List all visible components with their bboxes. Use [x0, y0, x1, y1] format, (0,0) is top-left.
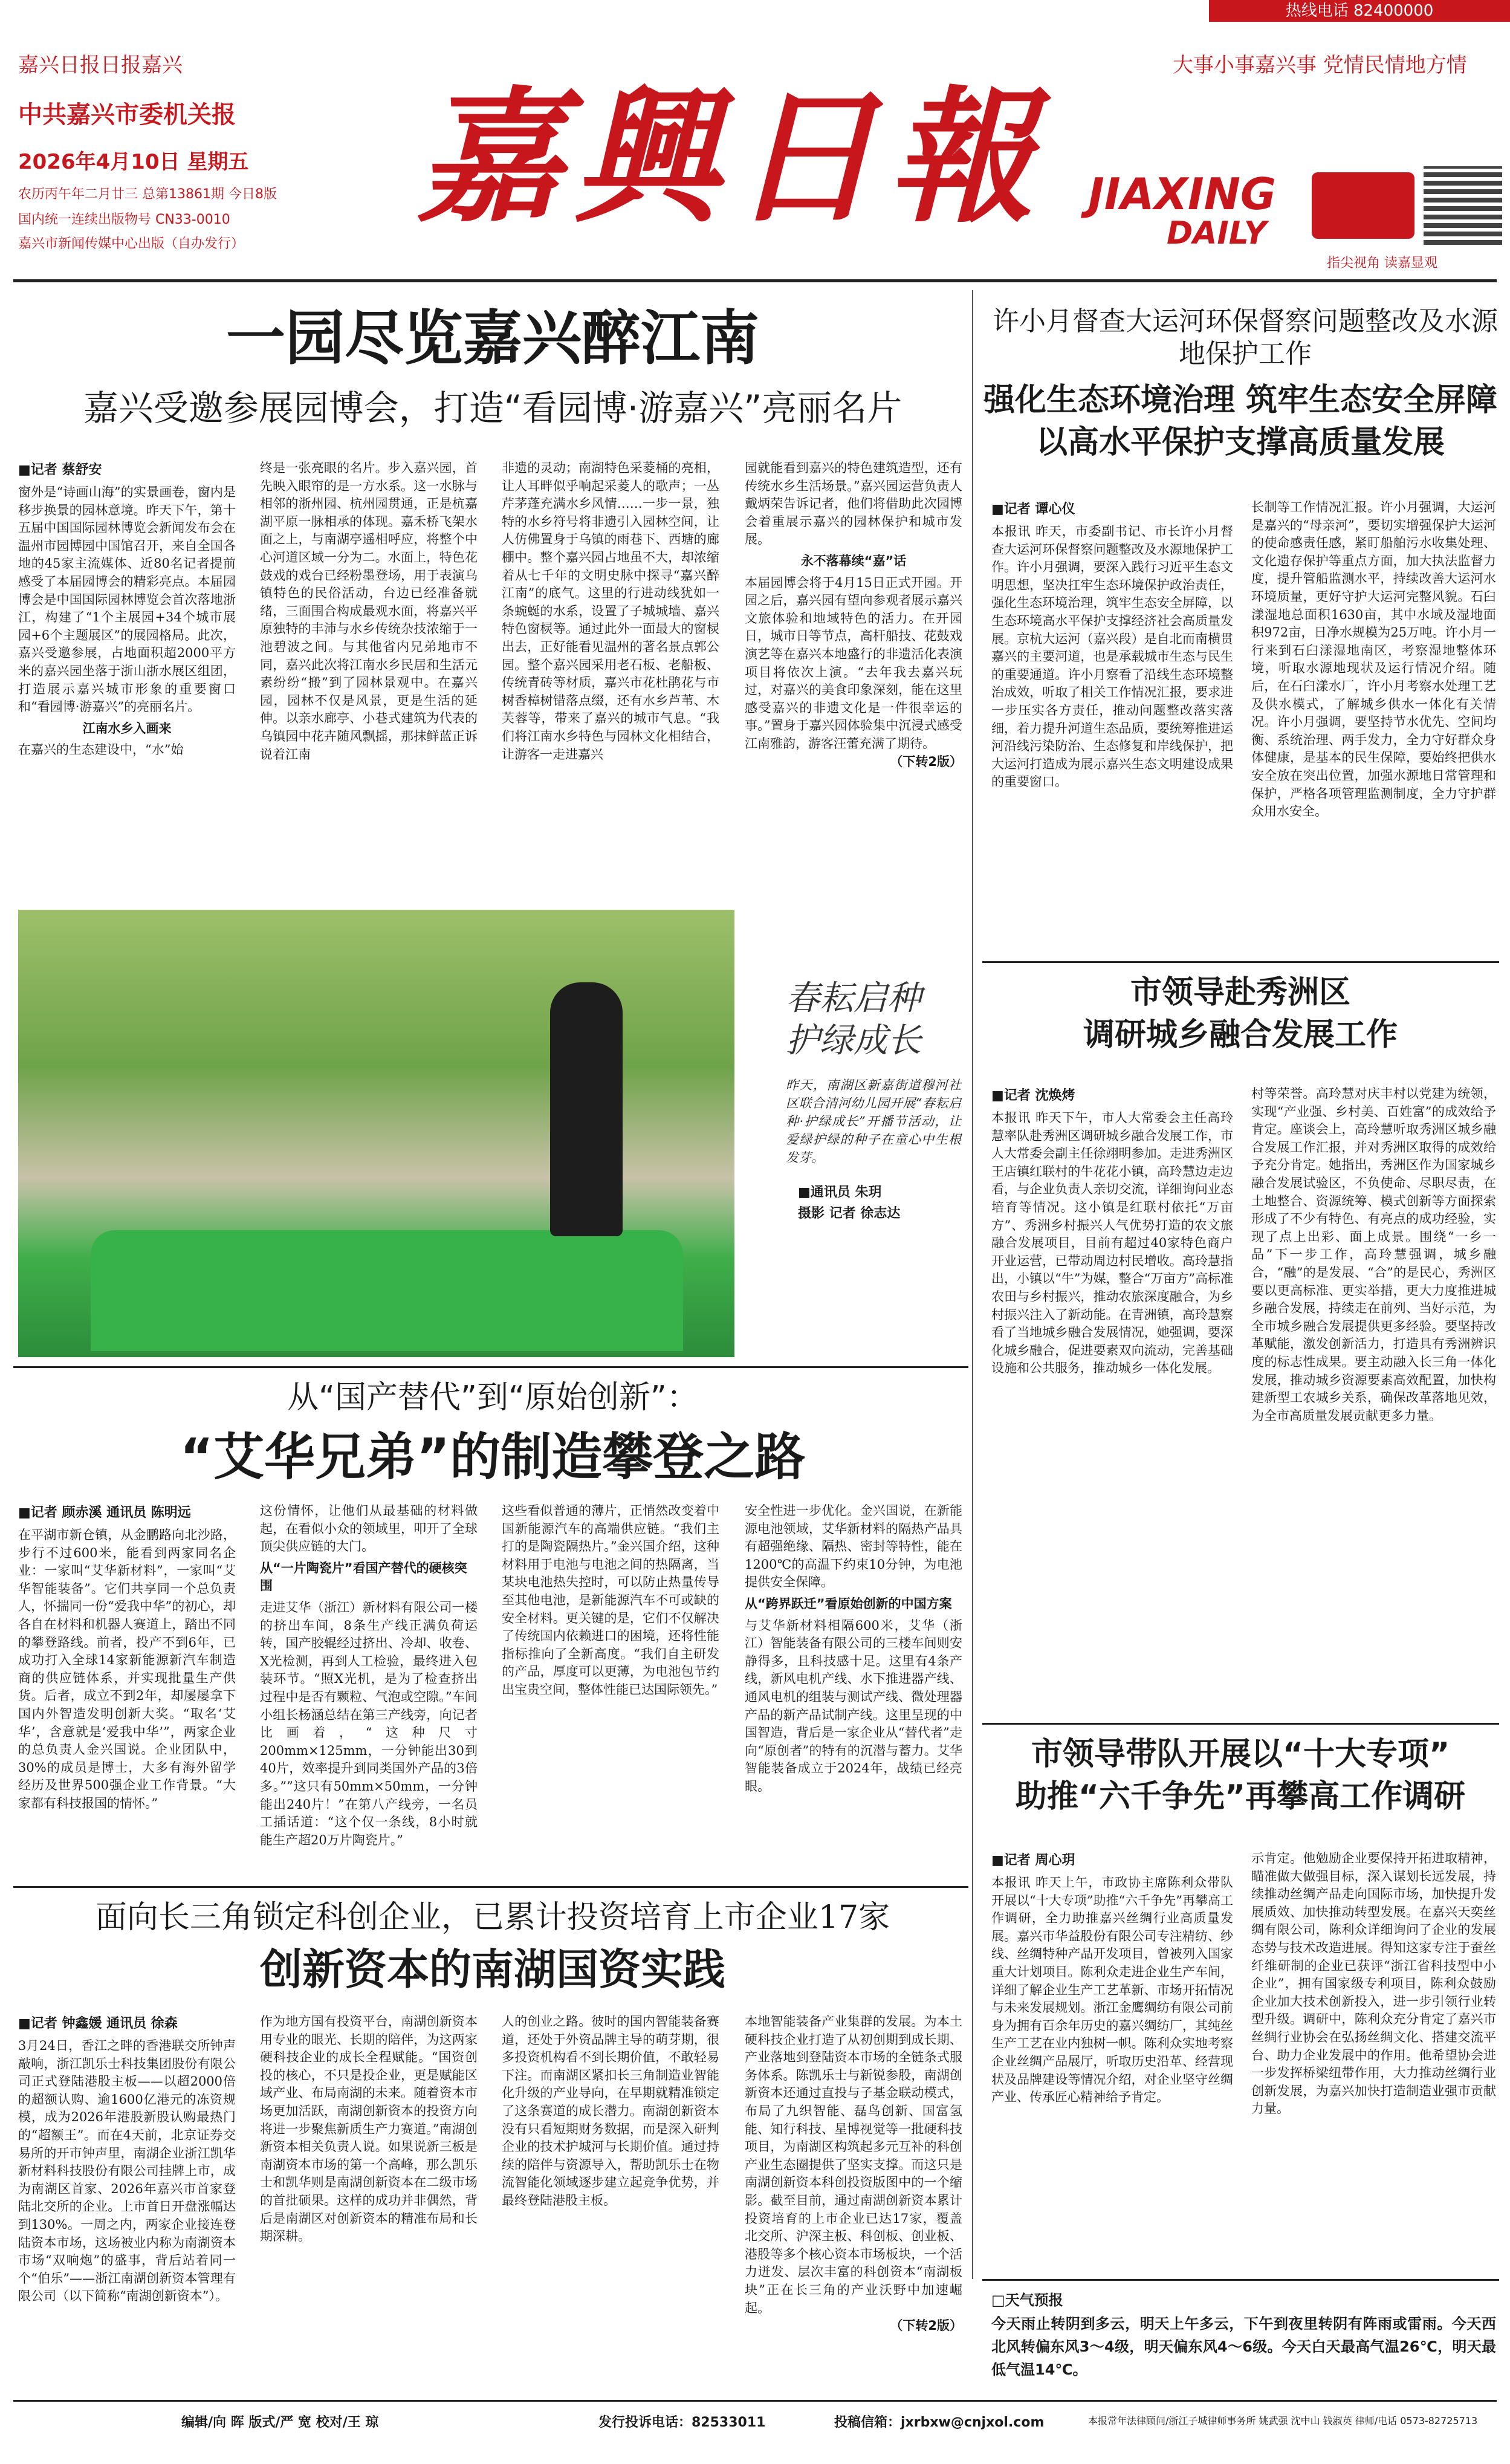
hotline-banner: 热线电话 82400000	[1209, 0, 1510, 22]
photo-title-1: 春耘启种	[786, 979, 921, 1018]
org-name: 中共嘉兴市委机关报	[18, 101, 236, 129]
article6-byline: ■记者 钟鑫媛 通讯员 徐森	[18, 2016, 178, 2031]
article5-col1: 本报讯 昨天上午，市政协主席陈利众带队开展以“十大专项”助推“六千争先”再攀高工作调研，全力助推嘉兴丝绸行业高质量发展。嘉兴市华益股份有限公司专注精纺、纱线、丝绸特种产品开发项目，曾被列入国家重大计划项目。陈利众走进企业生产车间，详细了解企业生产工艺革新、市场开拓情况与未来发展规划。浙江金鹰绸纺有限公司前身为拥有百余年历史的嘉兴绸纺厂，其纯丝生产工艺在业内独树一帜。陈利众实地考察企业丝绸产品展厅，听取历史沿革、经营现状及品牌建设等情况介绍，对企业坚守丝绸产业、传承匠心精神给予肯定。	[991, 1875, 1233, 2105]
masthead-divider	[13, 279, 1497, 282]
photo-table	[91, 1230, 683, 1351]
article1-continued: （下转2版）	[890, 754, 962, 769]
paper-name-en-1: JIAXING	[1088, 169, 1276, 219]
article4-col2: 这份情怀，让他们从最基础的材料做起，在看似小众的领域里，叩开了全球顶尖供应链的大门。 从“一片陶瓷片”看国产替代的硬核突围 走进艾华（浙江）新材料有限公司一楼的挤出车间，8条生产线正满负荷运转，国产胶辊经过挤出、冷却、收卷、X光检测，再到人工检验，最终进入包装环节。“照X光机，是为了检查挤出过程中是否有颗粒、气泡或空隙。”车间小组长杨涵总结在第三产线旁，向记者比画着，“这种尺寸200mm×125mm，一分钟能出30到40片，效率提升到同类国外产品的3倍多。””这只有50mm×50mm，一分钟能出240片！”在第八产线旁，一名员工插话道：“这个仅一条线，8小时就能生产超20万片陶瓷片。”	[260, 1503, 478, 1847]
article2-kicker: 许小月督查大运河环保督察问题整改及水源地保护工作	[993, 306, 1498, 369]
cn-number: 国内统一连续出版物号 CN33-0010	[18, 212, 230, 227]
article3-title-2: 调研城乡融合发展工作	[1083, 1017, 1398, 1053]
paper-name-logo: 嘉興日報	[417, 72, 1046, 242]
divider-article3	[982, 1723, 1499, 1725]
article5-title-2: 助推“六千争先”再攀高工作调研	[1015, 1778, 1466, 1815]
weather-title: □天气预报	[991, 2292, 1063, 2309]
article4-col1: 在平湖市新仓镇，从金鹏路向北沙路，步行不过600米，能看到两家同名企业：一家叫“艾华新材料”，一家叫“艾华智能装备”。它们共享同一个总负责人，怀揣同一份“爱我中华”的初心，却各自在材料和机器人赛道上，踏出不同的攀登路线。前者，投产不到6年，已成功打入全球14家新能源新汽车制造商的供应链体系，并实现批量生产供货。后者，成立不到2年，却屡屡拿下国内外智造发明创新大奖。“取名‘艾华’，含意就是‘爱我中华’”，两家企业的总负责人金兴国说。企业团队中，30%的成员是博士，大多有海外留学经历及世界500强企业工作背景。“大家都有科技报国的情怀。”	[18, 1528, 236, 1811]
slogan-left: 嘉兴日报日报嘉兴	[18, 53, 183, 77]
photo-title-2: 护绿成长	[786, 1021, 921, 1060]
article1-col1: 窗外是“诗画山海”的实景画卷，窗内是移步换景的园林意境。昨天下午，第十五届中国国际园林博览会新闻发布会在温州市园博园中国馆召开，来自全国各地的45家主流媒体、近80名记者提前感受了本届园博会的精彩亮点。本届园博会是中国国际园林博览会首次落地浙江，构建了“1个主展园+34个城市展园+6个主题展区”的展园格局。此次，嘉兴受邀参展，占地面积超2000平方米的嘉兴园坐落于浙山浙水展区组团，打造展示嘉兴城市形象的重要窗口和“看园博·游嘉兴”的亮丽名片。 江南水乡入画来 在嘉兴的生态建设中，“水”始	[18, 485, 236, 757]
footer-email: 投稿信箱：jxrbxw@cnjxol.com	[834, 2415, 1045, 2430]
article6-title: 创新资本的南湖国资实践	[260, 1945, 725, 1994]
article6-col2: 作为地方国有投资平台，南湖创新资本用专业的眼光、长期的陪伴，为这两家硬科技企业的成长全程赋能。“国资创投的核心，不只是投企业，更是赋能区域产业、布局南湖的未来。随着资本市场更加活跃，南湖创新资本的投资方向将进一步聚焦新质生产力赛道。”南湖创新资本相关负责人说。如果说新三板是南湖资本市场的第一个高峰，那么凯乐士和凯华则是南湖创新资本在二级市场的首批硕果。这样的成功并非偶然，背后是南湖区对创新资本的精准布局和长期深耕。	[260, 2014, 478, 2244]
article3-col1: 本报讯 昨天下午，市人大常委会主任高玲慧率队赴秀洲区调研城乡融合发展工作，市人大常委会副主任徐翊明参加。走进秀洲区王店镇红联村的牛花花小镇，高玲慧边走边看，与企业负责人亲切交流，详细询问业态培育等情况。这小镇是红联村依托“万亩方”、秀洲乡村振兴人气优势打造的农文旅融合发展项目，目前有超过40家特色商户开业运营，已带动周边村民增收。高玲慧指出，小镇以“牛”为媒，整合“万亩方”高标准农田与乡村振兴，推动农旅深度融合，为乡村振兴注入了新动能。在青洲镇，高玲慧察看了当地城乡融合发展情况，她强调，要深化城乡融合，促进要素双向流动，完善基础设施和公共服务，推动城乡一体化发展。	[991, 1110, 1233, 1376]
news-photo	[18, 910, 734, 1357]
article4-col3: 这些看似普通的薄片，正悄然改变着中国新能源汽车的高端供应链。“我们主打的是陶瓷隔热片。”金兴国介绍，这种材料用于电池与电池之间的热隔离，当某块电池热失控时，可以防止热量传导至其他电池，是新能源汽车不可或缺的安全材料。更关键的是，它们不仅解决了传统国内依赖进口的困境，还将性能指标推向了全新高度。“我们自主研发的产品，厚度可以更薄，为电池包节约出宝贵空间，整体性能已达国际领先。”	[502, 1503, 719, 1697]
article2-title-2: 以高水平保护支撑高质量发展	[1035, 424, 1445, 461]
photo-credit-1: ■通讯员 朱玥	[798, 1185, 882, 1200]
article1-subtitle: 嘉兴受邀参展园博会，打造“看园博·游嘉兴”亮丽名片	[83, 387, 902, 429]
weather-forecast: 今天雨止转阴到多云，明天上午多云，下午到夜里转阴有阵雨或雷雨。今天西北风转偏东风3～4级，明天偏东风4～6级。今天白天最高气温26℃，明天最低气温14℃。	[991, 2315, 1496, 2378]
footer-editors: 编辑/向 晖 版式/严 宽 校对/王 琼	[181, 2415, 379, 2430]
article4-subhead1: 从“一片陶瓷片”看国产替代的硬核突围	[260, 1560, 467, 1593]
footer-divider	[13, 2400, 1497, 2402]
article3-title: 市领导赴秀洲区	[1130, 974, 1350, 1011]
article1-subhead1: 江南水乡入画来	[82, 721, 172, 736]
article1-col2: 终是一张亮眼的名片。步入嘉兴园，首先映入眼帘的是一方水系。这一水脉与相邻的浙州园、杭州园贯通，正是杭嘉湖平原一脉相承的体现。嘉禾桥飞架水面之上，与南湖亭遥相呼应，将整个中心河道区域一分为二。水面上，特色花鼓戏的戏台已经粉墨登场，用于表演乌镇特色的民俗活动，台边已经准备就绪，三面围合构成最观水面，将嘉兴平原独特的丰沛与水乡传统杂技浓缩于一池碧波之间。与其他省内兄弟地市不同，嘉兴此次将江南水乡民居和生活元素纷纷“搬”到了园林景观中。在嘉兴园，园林不仅是风景，更是生活的延伸。以亲水廊亭、小巷式建筑为代表的乌镇园中花卉随风飘摇，那抹鲜蓝正诉说着江南	[260, 461, 478, 762]
article2-col2: 长制等工作情况汇报。许小月强调，大运河是嘉兴的“母亲河”，要切实增强保护大运河的使命感责任感，紧盯船舶污水收集处理、文化遗存保护等重点方面，加大执法监督力度，提升管船监测水平，持续改善大运河水环境质量，更好守护大运河完整风貌。石臼漾湿地总面积1630亩，其中水域及湿地面积972亩，日净水规模为25万吨。许小月一行来到石臼漾湿地南区，考察湿地整体环境，听取水源地现状及运行情况介绍。随后，在石臼漾水厂，许小月考察水处理工艺及供水模式，了解城乡供水一体化有关情况。许小月强调，要坚持节水优先、空间均衡、系统治理、两手发力，全力守好群众身体健康，是基本的民生保障，要始终把供水安全放在突出位置，加强水源地日常管理和保护，严格各项管理监测制度，全力守护群众用水安全。	[1251, 500, 1496, 819]
article4-col4: 安全性进一步优化。金兴国说，在新能源电池领域，艾华新材料的隔热产品具有超强绝缘、隔热、密封等特性，能在1200℃的高温下约束10分钟，为电池提供安全保障。 从“跨界跃迁”看原始创新的中国方案 与艾华新材料相隔600米，艾华（浙江）智能装备有限公司的三楼车间则安静得多，且科技感十足。这里有4条产线，新风电机产线、水下推进器产线、通风电机的组装与测试产线、微处理器产品的新产品试制产线。这里呈现的中国智造，背后是一家企业从“替代者”走向“原创者”的特有的沉潜与蓄力。艾华智能装备成立于2024年，战绩已经亮眼。	[745, 1503, 962, 1794]
app-tagline: 指尖视角 读嘉显观	[1327, 256, 1437, 271]
lunar-date: 农历丙午年二月廿三 总第13861期 今日8版	[18, 187, 277, 202]
article1-col4: 园就能看到嘉兴的特色建筑造型，还有传统水乡生活场景。”嘉兴园运营负责人戴炳荣告诉记者，他们将借助此次园博会着重展示嘉兴的园林保护和城市发展。 永不落幕续“嘉”话 本届园博会将于4月15日正式开园。开园之后，嘉兴园有望向参观者展示嘉兴文旅体验和地域特色的活力。在开园日，城市日等节点，高杆船技、花鼓戏演艺等在嘉兴本地盛行的非遗活化表演项目将依次上演。“去年我去嘉兴玩过，对嘉兴的美食印象深刻，能在这里感受嘉兴的非遗文化是一件很幸运的事。”置身于嘉兴园体验集中沉浸式感受江南雅韵，游客汪蕾充满了期待。 （下转2版）	[745, 459, 962, 901]
photo-caption: 昨天，南湖区新嘉街道穆河社区联合清河幼儿园开展“春耘启种·护绿成长”开播节活动，让爱绿护绿的种子在童心中生根发芽。	[786, 1078, 961, 1165]
publisher: 嘉兴市新闻传媒中心出版（自办发行）	[18, 236, 245, 251]
article1-subhead2: 永不落幕续“嘉”话	[800, 553, 907, 568]
paper-name-en-2: DAILY	[1167, 215, 1267, 251]
article2-title-1: 强化生态环境治理 筑牢生态安全屏障	[983, 382, 1498, 418]
article1-col3: 非遗的灵动；南湖特色采菱桶的亮相，让人耳畔似乎响起采菱人的歌声；一丛芹茅蓬充满水乡风情……一步一景，独特的水乡符号将非遗引入园林空间，让人仿佛置身于乌镇的雨巷下、西塘的廊棚中。整个嘉兴园占地虽不大，却浓缩着从七千年的文明史脉中探寻“嘉兴醉江南”的底气。这里的行进动线犹如一条蜿蜒的水系，设置了子城城墙、嘉兴特色窗棂等。通过此外一面最大的窗棂出去，正好能看见温州的著名景点郭公园。整个嘉兴园采用老石板、老船板、传统青砖等材质，嘉兴市花杜鹃花与市树香樟树错落点缀，还有水乡芦苇、木芙蓉等，带来了嘉兴的城市气息。“我们将江南水乡特色与园林文化相结合，让游客一走进嘉兴	[502, 461, 719, 762]
article5-title: 市领导带队开展以“十大专项”	[1031, 1736, 1450, 1772]
qr-code-icon[interactable]	[1424, 166, 1502, 245]
article5-col2: 示肯定。他勉励企业要保持开拓进取精神，瞄准做大做强目标，深入谋划长远发展，持续推动丝绸产品走向国际市场，加快提升发展质效、加快推动转型发展。在嘉兴天奕丝绸有限公司，陈利众详细询问了企业的发展态势与技术改造进展。得知这家专注于蚕丝纤维研制的企业已获评“浙江省科技型中小企业”，拥有国家级专利项目，陈利众鼓励企业加大技术创新投入，进一步引领行业转型升级。调研中，陈利众充分肯定了嘉兴市丝绸行业协会在弘扬丝绸文化、搭建交流平台、助力企业发展中的作用。他希望协会进一步发挥桥梁纽带作用，大力推动丝绸行业创新发展，为嘉兴加快打造制造业强市贡献力量。	[1251, 1851, 1496, 2116]
article6-col3: 人的创业之路。彼时的国内智能装备赛道，还处于外资品牌主导的萌芽期，很多投资机构看不到长期价值，不敢轻易下注。而南湖区紧扣长三角制造业智能化升级的产业导向，在早期就精准锁定了这条赛道的成长潜力。南湖创新资本没有只看短期财务数据，而是深入研判企业的技术护城河与长期价值。通过持续的陪伴与资源导入，帮助凯乐士在物流智能化领域逐步建立起竞争优势，并最终登陆港股主板。	[502, 2014, 719, 2208]
article1-byline: ■记者 蔡舒安	[18, 462, 102, 478]
article2-byline: ■记者 谭心仪	[991, 502, 1075, 517]
footer-legal: 本报常年法律顾问/浙江子城律师事务所 姚武强 沈中山 钱淑英 律师/电话 0573-82725713	[1088, 2415, 1478, 2427]
divider-weather	[982, 2279, 1499, 2281]
article5-byline: ■记者 周心玥	[991, 1853, 1075, 1868]
app-logo-icon	[1312, 172, 1414, 239]
article6-continued: （下转2版）	[890, 2318, 962, 2333]
issue-date: 2026年4月10日 星期五	[18, 150, 249, 174]
article4-title: “艾华兄弟”的制造攀登之路	[180, 1427, 806, 1487]
article4-byline: ■记者 顾赤溪 通讯员 陈明远	[18, 1505, 191, 1520]
article3-byline: ■记者 沈焕烤	[991, 1088, 1075, 1103]
footer-phone: 发行投诉电话：82533011	[598, 2415, 766, 2430]
photo-teacher	[550, 982, 623, 1236]
article4-subhead2: 从“跨界跃迁”看原始创新的中国方案	[745, 1596, 952, 1611]
article4-kicker: 从“国产替代”到“原始创新”：	[287, 1380, 698, 1416]
article6-col4: 本地智能装备产业集群的发展。为本土硬科技企业打造了从初创期到成长期、产业落地到登陆资本市场的全链条式服务体系。陈凯乐士与新锐参股，南湖创新资本还通过直投与子基金联动模式，布局了九织智能、磊鸟创新、国富氢能、知行科技、星博视觉等一批硬科技项目，为南湖区构筑起多元互补的科创产业生态圈提供了坚实支撑。而这只是南湖创新资本科创投资版图中的一个缩影。截至目前，通过南湖创新资本累计投资培育的上市企业已达17家，覆盖北交所、沪深主板、科创板、创业板、港股等多个核心资本市场板块，一个活力迸发、层次丰富的科创资本“南湖板块”正在长三角的产业沃野中加速崛起。 （下转2版）	[745, 2013, 962, 2279]
article6-col1: 3月24日，香江之畔的香港联交所钟声敲响，浙江凯乐士科技集团股份有限公司正式登陆港股主板——以超2000倍的超额认购、逾1600亿港元的冻资规模，成为2026年港股新股认购最热门的“超额王”。而在4天前，北京证券交易所的开市钟声里，南湖企业浙江凯华新材料科技股份有限公司挂牌上市，成为南湖区首家、2026年嘉兴市首家登陆北交所的企业。上市首日开盘涨幅达到130%。一周之内，两家企业接连登陆资本市场，这场被业内称为南湖资本市场“双响炮”的盛事，背后站着同一个“伯乐”——浙江南湖创新资本管理有限公司（以下简称“南湖创新资本”）。	[18, 2038, 236, 2304]
article2-col1: 本报讯 昨天，市委副书记、市长许小月督查大运河环保督察问题整改及水源地保护工作。许小月强调，要深入践行习近平生态文明思想，坚决扛牢生态环境保护政治责任，强化生态环境治理，筑牢生态安全屏障，以生态环境高水平保护支撑经济社会高质量发展。京杭大运河（嘉兴段）是自北而南横贯嘉兴的主要河道，也是承载城市生态与民生的重要通道。许小月察看了沿线生态环境整治成效，听取了相关工作情况汇报，要求进一步压实各方责任，推动问题整改落实落细，着力提升河道生态品质，要统筹推进运河沿线污染防治、生态修复和岸线保护，把大运河打造成为展示嘉兴生态文明建设成果的重要窗口。	[991, 524, 1233, 789]
article3-col2: 村等荣誉。高玲慧对庆丰村以党建为统领，实现“产业强、乡村美、百姓富”的成效给予肯定。座谈会上，高玲慧听取秀洲区城乡融合发展工作汇报，并对秀洲区取得的成效给予充分肯定。她指出，秀洲区作为国家城乡融合发展试验区，不负使命、尽职尽责，在土地整合、资源统筹、模式创新等方面探索形成了不少有特色、有亮点的成功经验，实现了点上出彩、面上成景。围绕“一乡一品”下一步工作，高玲慧强调，城乡融合，“融”的是发展、“合”的是民心，秀洲区要以更高标准、更实举措，更大力度推进城乡融合发展，持续走在前列、当好示范，为全市城乡融合发展提供更多经验。要坚持改革赋能，激发创新活力，打造具有秀洲辨识度的标志性成果。要主动融入长三角一体化发展，推动城乡资源要素高效配置，加快构建新型工农城乡关系，确保改革落地见效，为全市高质量发展贡献更多力量。	[1251, 1086, 1496, 1423]
divider-article4	[13, 1886, 968, 1888]
divider-article2	[982, 961, 1499, 963]
article6-kicker: 面向长三角锁定科创企业，已累计投资培育上市企业17家	[95, 1899, 890, 1936]
photo-credit-2: 摄影 记者 徐志达	[798, 1206, 901, 1221]
slogan-right: 大事小事嘉兴事 党情民情地方情	[1173, 53, 1467, 77]
divider-photo	[13, 1366, 968, 1368]
column-divider-main	[972, 290, 973, 2279]
article1-title: 一园尽览嘉兴醉江南	[225, 304, 759, 373]
